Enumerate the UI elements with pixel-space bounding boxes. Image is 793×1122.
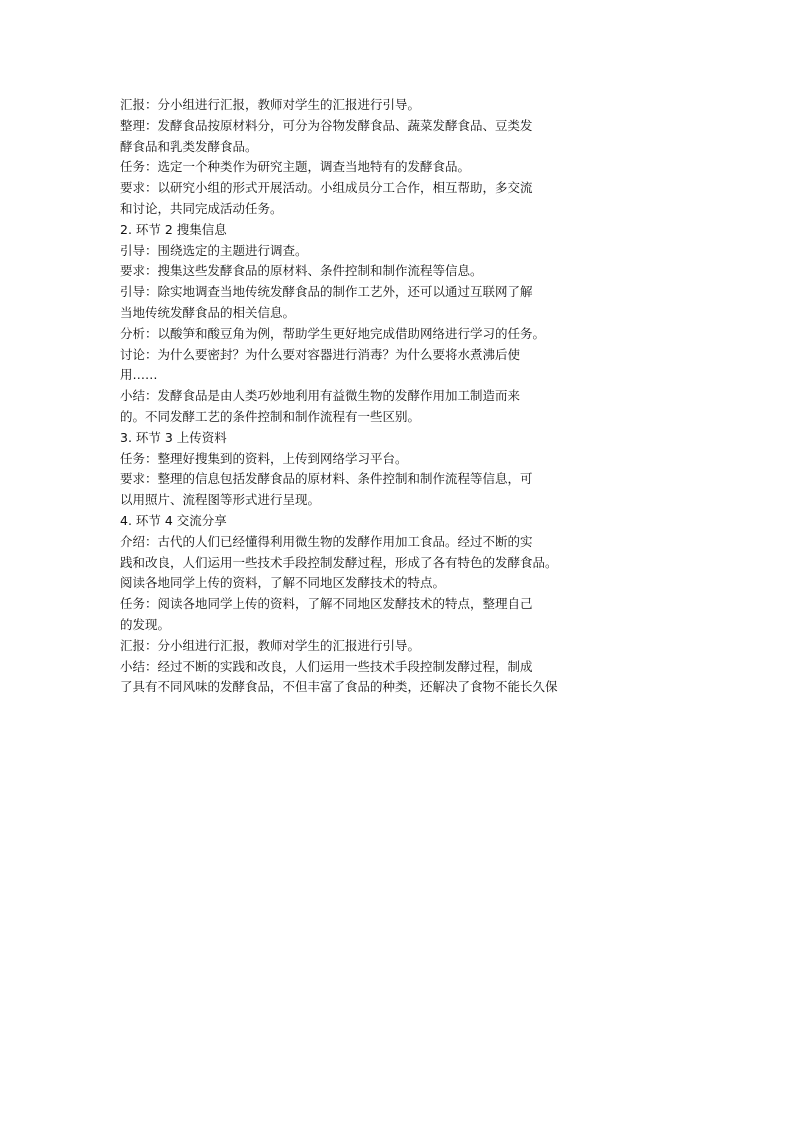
section-heading: 4. 环节 4 交流分享: [120, 512, 227, 528]
text-line: 酵食品和乳类发酵食品。: [120, 138, 258, 154]
section-heading: 2. 环节 2 搜集信息: [120, 221, 227, 237]
text-line: 引导：围绕选定的主题进行调查。: [120, 242, 308, 258]
text-line: 任务：阅读各地同学上传的资料，了解不同地区发酵技术的特点，整理自己: [120, 596, 533, 612]
text-line: 阅读各地同学上传的资料，了解不同地区发酵技术的特点。: [120, 575, 446, 591]
text-line: 了具有不同风味的发酵食品，不但丰富了食品的种类，还解决了食物不能长久保: [120, 679, 558, 695]
text-line: 汇报：分小组进行汇报，教师对学生的汇报进行引导。: [120, 637, 421, 653]
text-line: 用……: [120, 367, 158, 383]
text-line: 要求：搜集这些发酵食品的原材料、条件控制和制作流程等信息。: [120, 263, 483, 279]
text-line: 要求：整理的信息包括发酵食品的原材料、条件控制和制作流程等信息，可: [120, 471, 533, 487]
text-line: 当地传统发酵食品的相关信息。: [120, 304, 296, 320]
text-line: 讨论：为什么要密封？为什么要对容器进行消毒？为什么要将水煮沸后使: [120, 346, 521, 362]
text-line: 践和改良，人们运用一些技术手段控制发酵过程，形成了各有特色的发酵食品。: [120, 554, 558, 570]
text-line: 要求：以研究小组的形式开展活动。小组成员分工合作，相互帮助，多交流: [120, 180, 533, 196]
text-line: 整理：发酵食品按原材料分，可分为谷物发酵食品、蔬菜发酵食品、豆类发: [120, 117, 533, 133]
text-line: 任务：整理好搜集到的资料，上传到网络学习平台。: [120, 450, 408, 466]
text-line: 的。不同发酵工艺的条件控制和制作流程有一些区别。: [120, 408, 421, 424]
text-line: 的发现。: [120, 616, 171, 632]
text-line: 小结：发酵食品是由人类巧妙地利用有益微生物的发酵作用加工制造而来: [120, 388, 521, 404]
text-line: 和讨论，共同完成活动任务。: [120, 200, 283, 216]
document-body: [120, 95, 615, 698]
section-heading: 3. 环节 3 上传资料: [120, 429, 227, 445]
text-line: 小结：经过不断的实践和改良，人们运用一些技术手段控制发酵过程，制成: [120, 658, 533, 674]
text-line: 任务：选定一个种类作为研究主题，调查当地特有的发酵食品。: [120, 159, 471, 175]
text-line: 分析：以酸笋和酸豆角为例，帮助学生更好地完成借助网络进行学习的任务。: [120, 325, 546, 341]
text-line: 汇报：分小组进行汇报，教师对学生的汇报进行引导。: [120, 97, 421, 112]
text-line: 介绍：古代的人们已经懂得利用微生物的发酵作用加工食品。经过不断的实: [120, 533, 533, 549]
text-line: 以用照片、流程图等形式进行呈现。: [120, 492, 321, 508]
text-line: 引导：除实地调查当地传统发酵食品的制作工艺外，还可以通过互联网了解: [120, 284, 533, 300]
